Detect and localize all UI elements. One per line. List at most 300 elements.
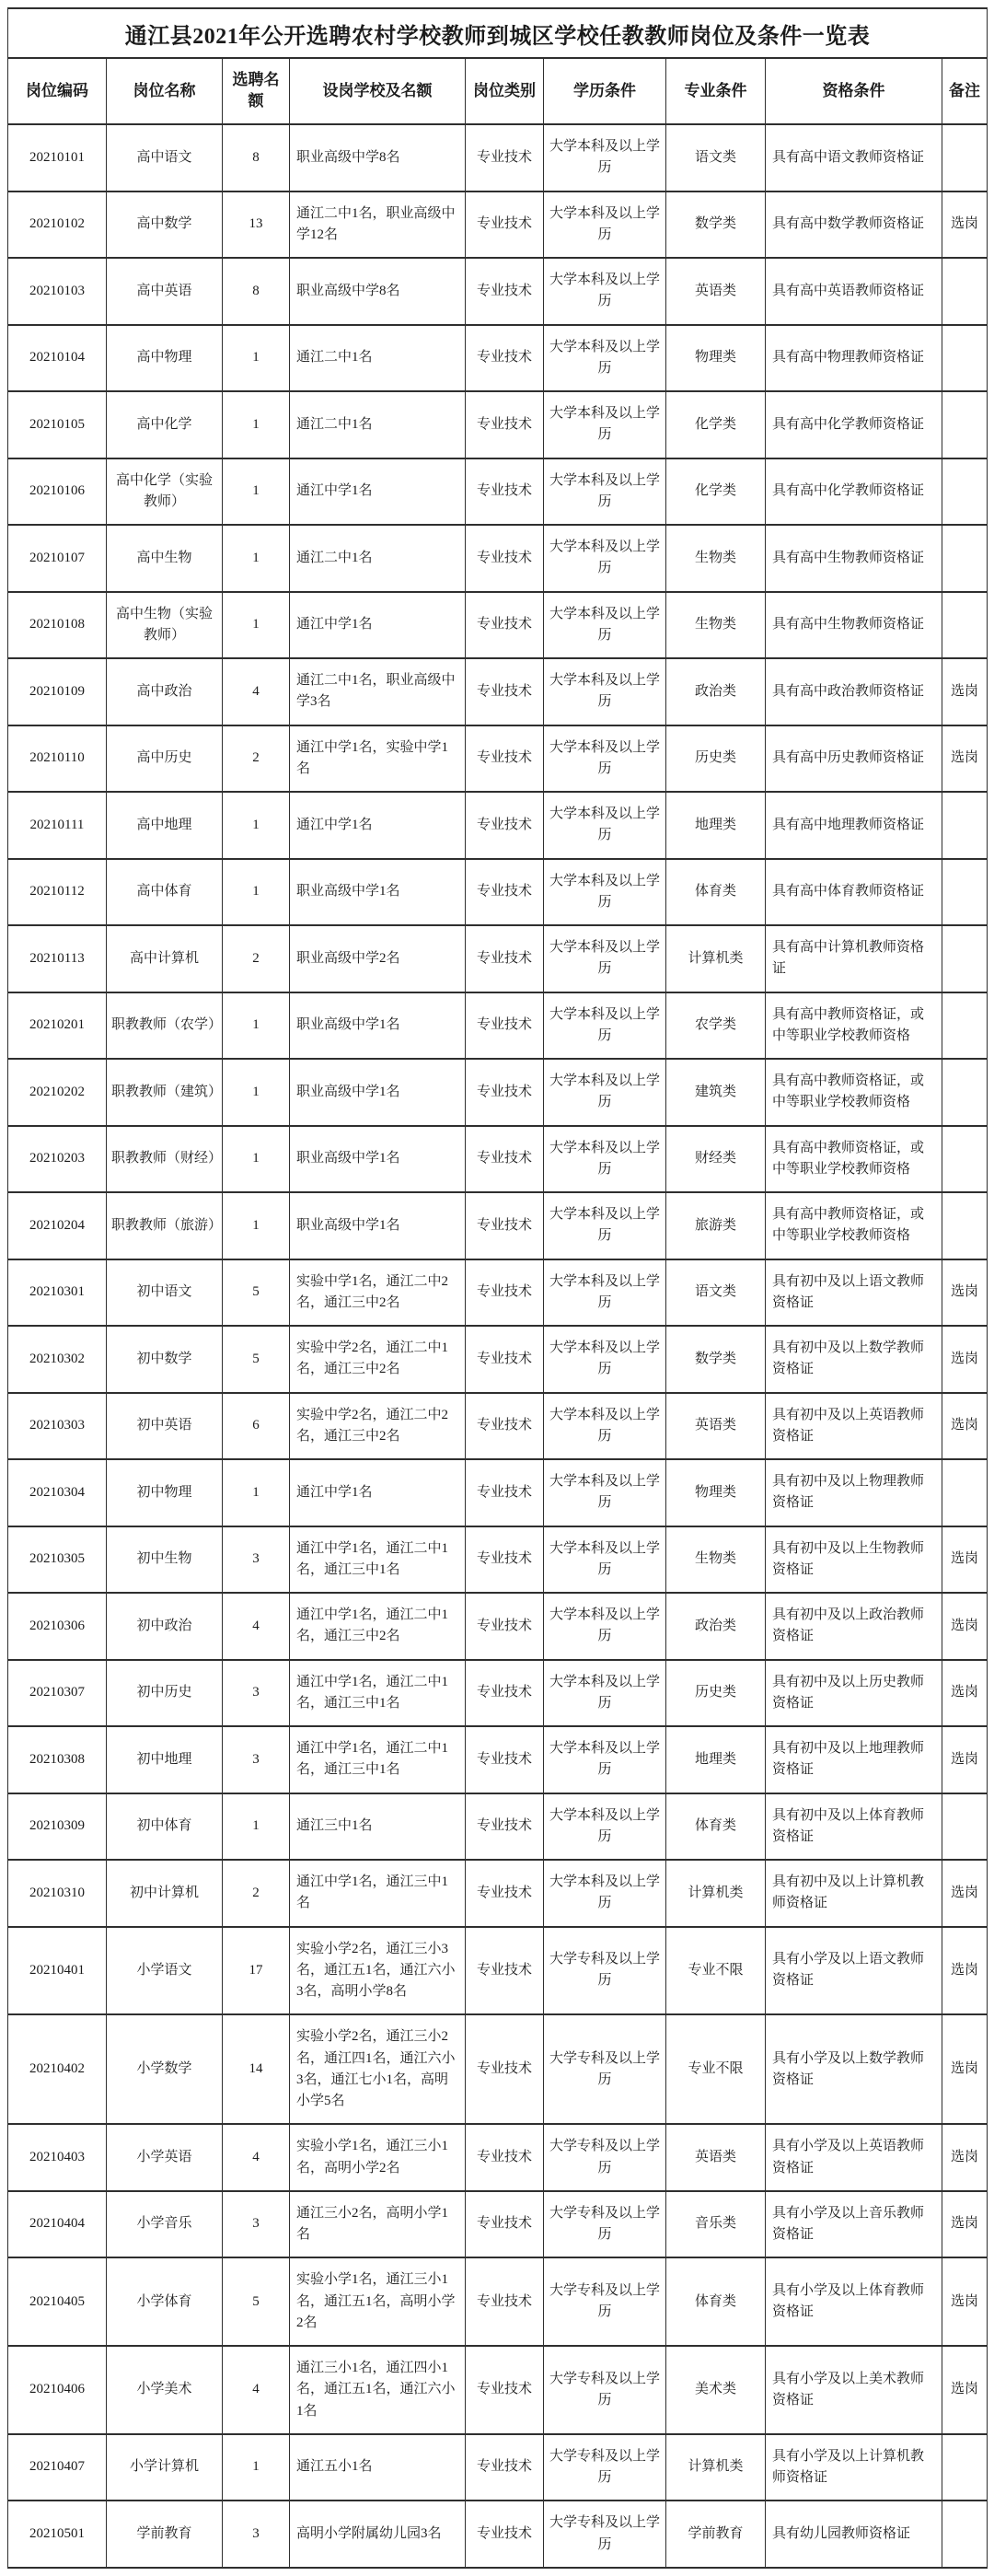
cell-schools: 职业高级中学1名 (290, 859, 466, 926)
table-row (8, 1259, 988, 1327)
cell-major: 数学类 (666, 1326, 766, 1393)
cell-quota: 8 (223, 124, 290, 191)
cell-position-name: 小学数学 (107, 2014, 223, 2124)
cell-schools: 实验小学1名，通江三小1名，高明小学2名 (290, 2124, 466, 2191)
table-row (8, 1593, 988, 1660)
cell-remark (942, 325, 988, 392)
cell-major: 专业不限 (666, 1927, 766, 2015)
cell-quota: 4 (223, 658, 290, 725)
cell-major: 美术类 (666, 2346, 766, 2434)
cell-schools: 通江中学1名，通江三中1名 (290, 1860, 466, 1927)
cell-remark: 选岗 (942, 1259, 988, 1327)
cell-education: 大学专科及以上学历 (544, 2434, 666, 2501)
cell-qualification: 具有高中英语教师资格证 (766, 258, 942, 325)
cell-education: 大学本科及以上学历 (544, 1526, 666, 1594)
cell-qualification: 具有小学及以上英语教师资格证 (766, 2124, 942, 2191)
cell-remark (942, 1192, 988, 1259)
cell-qualification: 具有初中及以上计算机教师资格证 (766, 1860, 942, 1927)
table-row (8, 1526, 988, 1594)
table-row (8, 1126, 988, 1193)
cell-category: 专业技术 (466, 458, 544, 526)
cell-qualification: 具有高中体育教师资格证 (766, 859, 942, 926)
cell-position-name: 高中物理 (107, 325, 223, 392)
column-header-position-code: 岗位编码 (8, 58, 107, 124)
cell-category: 专业技术 (466, 992, 544, 1060)
cell-remark: 选岗 (942, 725, 988, 793)
cell-education: 大学本科及以上学历 (544, 658, 666, 725)
cell-schools: 职业高级中学8名 (290, 258, 466, 325)
cell-major: 音乐类 (666, 2191, 766, 2258)
cell-qualification: 具有高中语文教师资格证 (766, 124, 942, 191)
cell-position-name: 小学英语 (107, 2124, 223, 2191)
cell-major: 化学类 (666, 458, 766, 526)
cell-category: 专业技术 (466, 258, 544, 325)
cell-quota: 1 (223, 1059, 290, 1126)
table-row (8, 124, 988, 191)
cell-education: 大学本科及以上学历 (544, 525, 666, 592)
cell-education: 大学本科及以上学历 (544, 1660, 666, 1727)
cell-category: 专业技术 (466, 325, 544, 392)
cell-remark (942, 1126, 988, 1193)
cell-schools: 通江中学1名，通江二中1名，通江三中2名 (290, 1593, 466, 1660)
cell-position-name: 小学语文 (107, 1927, 223, 2015)
cell-schools: 通江中学1名 (290, 592, 466, 659)
cell-remark (942, 1459, 988, 1526)
cell-position-code: 20210111 (8, 792, 107, 859)
cell-schools: 通江二中1名 (290, 391, 466, 458)
table-row (8, 1393, 988, 1460)
cell-education: 大学本科及以上学历 (544, 1726, 666, 1793)
cell-education: 大学本科及以上学历 (544, 1793, 666, 1861)
table-row (8, 1326, 988, 1393)
cell-position-code: 20210204 (8, 1192, 107, 1259)
table-row (8, 1660, 988, 1727)
cell-major: 政治类 (666, 658, 766, 725)
cell-category: 专业技术 (466, 191, 544, 259)
cell-education: 大学本科及以上学历 (544, 458, 666, 526)
cell-schools: 职业高级中学1名 (290, 992, 466, 1060)
cell-schools: 通江三中1名 (290, 1793, 466, 1861)
cell-schools: 高明小学附属幼儿园3名 (290, 2501, 466, 2568)
cell-quota: 5 (223, 2257, 290, 2346)
cell-qualification: 具有高中物理教师资格证 (766, 325, 942, 392)
cell-position-code: 20210201 (8, 992, 107, 1060)
cell-position-name: 学前教育 (107, 2501, 223, 2568)
cell-position-code: 20210106 (8, 458, 107, 526)
cell-position-code: 20210110 (8, 725, 107, 793)
cell-schools: 通江中学1名 (290, 1459, 466, 1526)
header-row (8, 58, 988, 124)
cell-position-code: 20210108 (8, 592, 107, 659)
table-row (8, 592, 988, 659)
cell-schools: 通江中学1名 (290, 458, 466, 526)
position-roster-table (7, 7, 988, 2569)
cell-schools: 职业高级中学1名 (290, 1192, 466, 1259)
cell-position-name: 高中语文 (107, 124, 223, 191)
cell-category: 专业技术 (466, 925, 544, 992)
cell-quota: 1 (223, 1192, 290, 1259)
cell-major: 英语类 (666, 2124, 766, 2191)
cell-education: 大学专科及以上学历 (544, 2501, 666, 2568)
cell-remark (942, 458, 988, 526)
cell-remark: 选岗 (942, 1326, 988, 1393)
cell-major: 生物类 (666, 592, 766, 659)
cell-education: 大学专科及以上学历 (544, 2346, 666, 2434)
cell-position-name: 高中数学 (107, 191, 223, 259)
cell-qualification: 具有高中历史教师资格证 (766, 725, 942, 793)
cell-schools: 通江二中1名，职业高级中学3名 (290, 658, 466, 725)
cell-position-name: 初中体育 (107, 1793, 223, 1861)
cell-remark (942, 1793, 988, 1861)
cell-schools: 通江中学1名，实验中学1名 (290, 725, 466, 793)
cell-position-name: 初中地理 (107, 1726, 223, 1793)
cell-quota: 1 (223, 525, 290, 592)
table-row (8, 792, 988, 859)
cell-position-name: 初中历史 (107, 1660, 223, 1727)
cell-position-name: 职教教师（建筑） (107, 1059, 223, 1126)
cell-remark: 选岗 (942, 2346, 988, 2434)
cell-position-code: 20210107 (8, 525, 107, 592)
cell-category: 专业技术 (466, 725, 544, 793)
cell-position-code: 20210310 (8, 1860, 107, 1927)
cell-qualification: 具有小学及以上美术教师资格证 (766, 2346, 942, 2434)
cell-position-code: 20210501 (8, 2501, 107, 2568)
cell-qualification: 具有初中及以上历史教师资格证 (766, 1660, 942, 1727)
cell-education: 大学本科及以上学历 (544, 992, 666, 1060)
cell-position-code: 20210309 (8, 1793, 107, 1861)
cell-position-code: 20210302 (8, 1326, 107, 1393)
cell-category: 专业技术 (466, 1459, 544, 1526)
cell-major: 物理类 (666, 1459, 766, 1526)
cell-position-code: 20210406 (8, 2346, 107, 2434)
cell-category: 专业技术 (466, 2434, 544, 2501)
cell-major: 体育类 (666, 2257, 766, 2346)
cell-category: 专业技术 (466, 525, 544, 592)
cell-schools: 通江二中1名，职业高级中学12名 (290, 191, 466, 259)
cell-category: 专业技术 (466, 1793, 544, 1861)
cell-category: 专业技术 (466, 1526, 544, 1594)
cell-schools: 职业高级中学1名 (290, 1059, 466, 1126)
cell-major: 计算机类 (666, 925, 766, 992)
cell-remark: 选岗 (942, 2191, 988, 2258)
cell-position-name: 高中化学 (107, 391, 223, 458)
cell-position-code: 20210203 (8, 1126, 107, 1193)
cell-quota: 2 (223, 1860, 290, 1927)
cell-qualification: 具有高中生物教师资格证 (766, 592, 942, 659)
cell-qualification: 具有高中教师资格证，或中等职业学校教师资格 (766, 1192, 942, 1259)
cell-category: 专业技术 (466, 2346, 544, 2434)
cell-major: 体育类 (666, 1793, 766, 1861)
cell-education: 大学本科及以上学历 (544, 1326, 666, 1393)
column-header-schools: 设岗学校及名额 (290, 58, 466, 124)
cell-qualification: 具有初中及以上政治教师资格证 (766, 1593, 942, 1660)
cell-position-name: 高中英语 (107, 258, 223, 325)
cell-position-name: 初中生物 (107, 1526, 223, 1594)
cell-position-name: 初中数学 (107, 1326, 223, 1393)
table-row (8, 2257, 988, 2346)
cell-major: 语文类 (666, 1259, 766, 1327)
cell-qualification: 具有高中数学教师资格证 (766, 191, 942, 259)
column-header-quota: 选聘名额 (223, 58, 290, 124)
cell-major: 数学类 (666, 191, 766, 259)
cell-category: 专业技术 (466, 1393, 544, 1460)
cell-position-code: 20210402 (8, 2014, 107, 2124)
cell-education: 大学本科及以上学历 (544, 1860, 666, 1927)
cell-major: 政治类 (666, 1593, 766, 1660)
cell-major: 英语类 (666, 258, 766, 325)
cell-quota: 3 (223, 2191, 290, 2258)
cell-schools: 通江五小1名 (290, 2434, 466, 2501)
cell-education: 大学本科及以上学历 (544, 1393, 666, 1460)
cell-qualification: 具有幼儿园教师资格证 (766, 2501, 942, 2568)
cell-qualification: 具有高中化学教师资格证 (766, 391, 942, 458)
cell-category: 专业技术 (466, 1059, 544, 1126)
column-header-qualification: 资格条件 (766, 58, 942, 124)
cell-education: 大学本科及以上学历 (544, 792, 666, 859)
cell-remark: 选岗 (942, 1927, 988, 2015)
cell-category: 专业技术 (466, 2014, 544, 2124)
cell-category: 专业技术 (466, 1126, 544, 1193)
cell-schools: 通江中学1名，通江二中1名，通江三中1名 (290, 1726, 466, 1793)
cell-education: 大学本科及以上学历 (544, 1126, 666, 1193)
cell-category: 专业技术 (466, 2124, 544, 2191)
cell-position-name: 初中计算机 (107, 1860, 223, 1927)
cell-major: 生物类 (666, 525, 766, 592)
cell-schools: 实验小学2名，通江三小2名，通江四1名，通江六小3名，通江七小1名，高明小学5名 (290, 2014, 466, 2124)
cell-education: 大学专科及以上学历 (544, 2257, 666, 2346)
cell-category: 专业技术 (466, 1326, 544, 1393)
cell-education: 大学本科及以上学历 (544, 1192, 666, 1259)
cell-education: 大学专科及以上学历 (544, 2191, 666, 2258)
table-row (8, 992, 988, 1060)
cell-position-code: 20210101 (8, 124, 107, 191)
cell-remark (942, 124, 988, 191)
cell-category: 专业技术 (466, 391, 544, 458)
cell-remark: 选岗 (942, 2124, 988, 2191)
cell-education: 大学本科及以上学历 (544, 191, 666, 259)
cell-education: 大学本科及以上学历 (544, 1593, 666, 1660)
cell-position-name: 高中计算机 (107, 925, 223, 992)
cell-position-name: 高中生物 (107, 525, 223, 592)
cell-schools: 通江中学1名，通江二中1名，通江三中1名 (290, 1526, 466, 1594)
cell-category: 专业技术 (466, 2501, 544, 2568)
cell-quota: 5 (223, 1326, 290, 1393)
cell-schools: 通江三小1名，通江四小1名，通江五1名，通江六小1名 (290, 2346, 466, 2434)
cell-position-code: 20210104 (8, 325, 107, 392)
cell-qualification: 具有初中及以上数学教师资格证 (766, 1326, 942, 1393)
cell-remark (942, 592, 988, 659)
cell-major: 历史类 (666, 1660, 766, 1727)
cell-position-name: 职教教师（旅游） (107, 1192, 223, 1259)
cell-education: 大学专科及以上学历 (544, 2124, 666, 2191)
cell-education: 大学本科及以上学历 (544, 859, 666, 926)
cell-category: 专业技术 (466, 1259, 544, 1327)
cell-position-name: 小学美术 (107, 2346, 223, 2434)
cell-quota: 1 (223, 1126, 290, 1193)
cell-major: 计算机类 (666, 2434, 766, 2501)
table-row (8, 1860, 988, 1927)
cell-education: 大学本科及以上学历 (544, 1059, 666, 1126)
cell-quota: 1 (223, 1793, 290, 1861)
table-row (8, 725, 988, 793)
cell-category: 专业技术 (466, 792, 544, 859)
cell-remark (942, 2501, 988, 2568)
cell-category: 专业技术 (466, 1860, 544, 1927)
cell-position-code: 20210109 (8, 658, 107, 725)
table-row (8, 1726, 988, 1793)
cell-education: 大学本科及以上学历 (544, 258, 666, 325)
cell-major: 生物类 (666, 1526, 766, 1594)
table-row (8, 1927, 988, 2015)
cell-quota: 1 (223, 2434, 290, 2501)
table-row (8, 2191, 988, 2258)
cell-remark: 选岗 (942, 1393, 988, 1460)
cell-position-name: 高中体育 (107, 859, 223, 926)
cell-position-code: 20210307 (8, 1660, 107, 1727)
cell-category: 专业技术 (466, 1593, 544, 1660)
cell-remark: 选岗 (942, 191, 988, 259)
cell-remark: 选岗 (942, 1593, 988, 1660)
cell-qualification: 具有小学及以上语文教师资格证 (766, 1927, 942, 2015)
cell-major: 计算机类 (666, 1860, 766, 1927)
cell-quota: 1 (223, 391, 290, 458)
cell-major: 物理类 (666, 325, 766, 392)
cell-position-code: 20210308 (8, 1726, 107, 1793)
cell-schools: 通江中学1名 (290, 792, 466, 859)
cell-qualification: 具有初中及以上物理教师资格证 (766, 1459, 942, 1526)
cell-schools: 通江三小2名，高明小学1名 (290, 2191, 466, 2258)
cell-qualification: 具有高中政治教师资格证 (766, 658, 942, 725)
cell-schools: 实验小学1名，通江三小1名，通江五1名，高明小学2名 (290, 2257, 466, 2346)
cell-position-name: 高中化学（实验教师） (107, 458, 223, 526)
cell-position-name: 职教教师（财经） (107, 1126, 223, 1193)
column-header-position-name: 岗位名称 (107, 58, 223, 124)
table-row (8, 458, 988, 526)
cell-qualification: 具有初中及以上英语教师资格证 (766, 1393, 942, 1460)
cell-qualification: 具有高中教师资格证，或中等职业学校教师资格 (766, 1059, 942, 1126)
table-row (8, 2434, 988, 2501)
cell-education: 大学本科及以上学历 (544, 725, 666, 793)
cell-quota: 2 (223, 925, 290, 992)
cell-remark: 选岗 (942, 1860, 988, 1927)
cell-quota: 5 (223, 1259, 290, 1327)
cell-position-name: 初中语文 (107, 1259, 223, 1327)
column-header-education: 学历条件 (544, 58, 666, 124)
cell-major: 学前教育 (666, 2501, 766, 2568)
cell-major: 体育类 (666, 859, 766, 926)
cell-position-code: 20210407 (8, 2434, 107, 2501)
cell-quota: 13 (223, 191, 290, 259)
cell-quota: 6 (223, 1393, 290, 1460)
cell-position-code: 20210301 (8, 1259, 107, 1327)
table-row (8, 191, 988, 259)
cell-major: 财经类 (666, 1126, 766, 1193)
column-header-major: 专业条件 (666, 58, 766, 124)
cell-position-code: 20210303 (8, 1393, 107, 1460)
cell-quota: 2 (223, 725, 290, 793)
cell-remark (942, 2434, 988, 2501)
cell-remark: 选岗 (942, 2014, 988, 2124)
cell-category: 专业技术 (466, 2191, 544, 2258)
cell-remark: 选岗 (942, 658, 988, 725)
cell-remark: 选岗 (942, 1660, 988, 1727)
cell-schools: 实验中学1名，通江二中2名，通江三中2名 (290, 1259, 466, 1327)
cell-education: 大学本科及以上学历 (544, 1459, 666, 1526)
cell-qualification: 具有小学及以上体育教师资格证 (766, 2257, 942, 2346)
cell-quota: 1 (223, 325, 290, 392)
cell-position-code: 20210306 (8, 1593, 107, 1660)
cell-position-code: 20210112 (8, 859, 107, 926)
cell-quota: 1 (223, 992, 290, 1060)
cell-schools: 实验中学2名，通江二中1名，通江三中2名 (290, 1326, 466, 1393)
cell-quota: 4 (223, 2124, 290, 2191)
column-header-remark: 备注 (942, 58, 988, 124)
cell-schools: 职业高级中学2名 (290, 925, 466, 992)
table-row (8, 391, 988, 458)
cell-category: 专业技术 (466, 592, 544, 659)
cell-qualification: 具有高中化学教师资格证 (766, 458, 942, 526)
cell-quota: 17 (223, 1927, 290, 2015)
cell-qualification: 具有小学及以上计算机教师资格证 (766, 2434, 942, 2501)
cell-quota: 8 (223, 258, 290, 325)
table-row (8, 2346, 988, 2434)
cell-education: 大学本科及以上学历 (544, 124, 666, 191)
cell-schools: 职业高级中学1名 (290, 1126, 466, 1193)
cell-qualification: 具有初中及以上语文教师资格证 (766, 1259, 942, 1327)
title-row (8, 8, 988, 58)
cell-remark: 选岗 (942, 1526, 988, 1594)
cell-major: 旅游类 (666, 1192, 766, 1259)
cell-schools: 实验中学2名，通江二中2名，通江三中2名 (290, 1393, 466, 1460)
table-head (8, 8, 988, 124)
cell-position-name: 小学体育 (107, 2257, 223, 2346)
cell-education: 大学本科及以上学历 (544, 925, 666, 992)
table-row (8, 525, 988, 592)
cell-category: 专业技术 (466, 1192, 544, 1259)
column-header-category: 岗位类别 (466, 58, 544, 124)
cell-major: 专业不限 (666, 2014, 766, 2124)
cell-quota: 4 (223, 1593, 290, 1660)
cell-schools: 实验小学2名，通江三小3名，通江五1名，通江六小3名，高明小学8名 (290, 1927, 466, 2015)
cell-category: 专业技术 (466, 1726, 544, 1793)
cell-remark (942, 391, 988, 458)
table-row (8, 925, 988, 992)
cell-qualification: 具有初中及以上地理教师资格证 (766, 1726, 942, 1793)
cell-remark (942, 258, 988, 325)
cell-education: 大学本科及以上学历 (544, 592, 666, 659)
cell-category: 专业技术 (466, 1660, 544, 1727)
table-row (8, 1459, 988, 1526)
cell-position-code: 20210401 (8, 1927, 107, 2015)
cell-qualification: 具有高中地理教师资格证 (766, 792, 942, 859)
cell-schools: 通江中学1名，通江二中1名，通江三中1名 (290, 1660, 466, 1727)
cell-major: 历史类 (666, 725, 766, 793)
cell-quota: 1 (223, 792, 290, 859)
cell-category: 专业技术 (466, 658, 544, 725)
cell-qualification: 具有初中及以上生物教师资格证 (766, 1526, 942, 1594)
cell-position-name: 小学音乐 (107, 2191, 223, 2258)
cell-quota: 14 (223, 2014, 290, 2124)
cell-schools: 通江二中1名 (290, 325, 466, 392)
cell-position-code: 20210305 (8, 1526, 107, 1594)
cell-position-name: 高中生物（实验教师） (107, 592, 223, 659)
cell-position-code: 20210102 (8, 191, 107, 259)
cell-qualification: 具有高中生物教师资格证 (766, 525, 942, 592)
cell-quota: 4 (223, 2346, 290, 2434)
cell-remark (942, 992, 988, 1060)
cell-quota: 1 (223, 859, 290, 926)
table-row (8, 258, 988, 325)
